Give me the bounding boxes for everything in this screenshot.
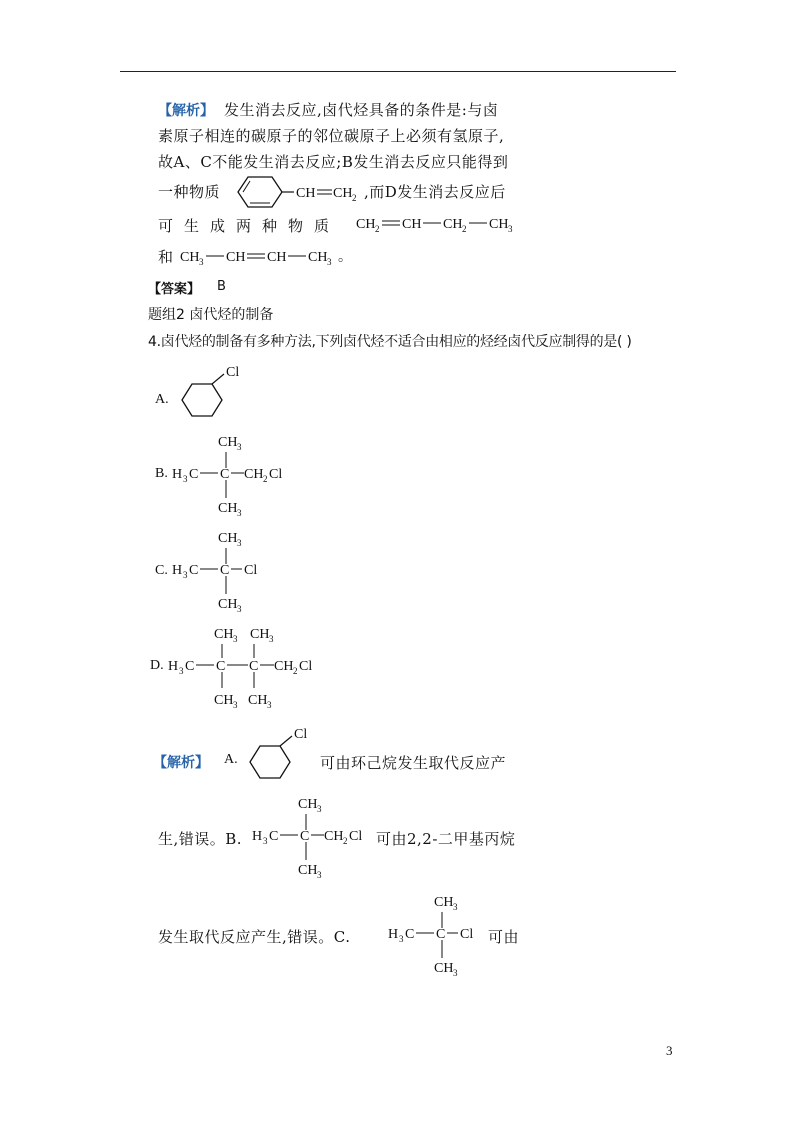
svg-text:CH: CH (218, 597, 238, 612)
explanation-line: 可由2,2-二甲基丙烷 (376, 830, 516, 848)
butene-2-structure (180, 243, 355, 269)
svg-text:CH: CH (324, 829, 344, 844)
svg-text:2: 2 (462, 224, 467, 234)
explanation-line: 可生成两种物质 (158, 217, 341, 235)
svg-text:CH: CH (298, 863, 318, 878)
svg-text:C: C (216, 659, 226, 674)
svg-text:CH: CH (250, 627, 270, 642)
svg-text:3: 3 (267, 700, 272, 710)
svg-text:C: C (185, 659, 195, 674)
svg-text:CH: CH (402, 217, 422, 232)
svg-text:3: 3 (263, 836, 268, 846)
svg-text:CH: CH (296, 186, 316, 201)
svg-text:3: 3 (199, 257, 204, 267)
svg-text:3: 3 (233, 634, 238, 644)
svg-text:3: 3 (269, 634, 274, 644)
option-label-a: A. (155, 392, 169, 407)
svg-text:3: 3 (233, 700, 238, 710)
svg-text:C: C (300, 829, 310, 844)
svg-text:CH: CH (244, 467, 264, 482)
svg-text:CH: CH (356, 217, 376, 232)
svg-text:CH: CH (180, 250, 200, 265)
explanation-line: 素原子相连的碳原子的邻位碳原子上必须有氢原子, (158, 127, 505, 145)
answer-value: B (217, 279, 226, 294)
svg-text:C: C (436, 927, 446, 942)
svg-text:3: 3 (237, 538, 242, 548)
svg-text:3: 3 (317, 870, 322, 880)
explanation-line: 可由 (488, 928, 520, 946)
svg-text:C: C (220, 563, 230, 578)
svg-text:2: 2 (375, 224, 380, 234)
svg-text:H: H (388, 927, 399, 942)
explanation-label: 【解析】 (153, 755, 209, 771)
svg-text:Cl: Cl (244, 563, 258, 578)
svg-text:CH: CH (218, 501, 238, 516)
option-label-b: B. (155, 466, 168, 481)
svg-text:C: C (269, 829, 279, 844)
explanation-line: 生,错误。B. (158, 830, 243, 848)
svg-text:CH: CH (434, 895, 454, 910)
svg-text:3: 3 (237, 442, 242, 452)
svg-text:CH: CH (226, 250, 246, 265)
svg-text:Cl: Cl (294, 727, 308, 742)
svg-text:2: 2 (343, 836, 348, 846)
svg-text:CH: CH (489, 217, 509, 232)
svg-text:3: 3 (237, 604, 242, 614)
svg-text:3: 3 (399, 934, 404, 944)
svg-text:H: H (168, 659, 179, 674)
explanation-line: 一种物质 (158, 183, 221, 201)
chlorocyclohexane-structure (246, 724, 316, 788)
svg-text:3: 3 (453, 902, 458, 912)
svg-text:CH: CH (218, 531, 238, 546)
svg-text:C: C (249, 659, 259, 674)
explanation-line: 发生消去反应,卤代烃具备的条件是:与卤 (224, 101, 499, 119)
svg-text:Cl: Cl (349, 829, 363, 844)
svg-text:2: 2 (352, 193, 357, 203)
svg-text:Cl: Cl (269, 467, 283, 482)
neopentyl-chloride-structure (252, 792, 374, 884)
tetramethyl-chloride-structure (168, 622, 328, 714)
svg-text:3: 3 (179, 666, 184, 676)
group-title: 题组2 卤代烃的制备 (148, 307, 274, 323)
svg-text:CH: CH (333, 186, 353, 201)
styrene-structure (228, 172, 358, 214)
butene-1-structure (356, 210, 516, 236)
answer-label: 【答案】 (148, 282, 201, 297)
explanation-option-a: A. (224, 752, 238, 767)
svg-text:CH: CH (214, 627, 234, 642)
explanation-line: 故A、C不能发生消去反应;B发生消去反应只能得到 (158, 153, 509, 171)
svg-text:CH: CH (308, 250, 328, 265)
svg-text:CH: CH (267, 250, 287, 265)
svg-text:Cl: Cl (299, 659, 313, 674)
svg-text:3: 3 (183, 570, 188, 580)
svg-text:3: 3 (508, 224, 513, 234)
svg-text:C: C (189, 563, 199, 578)
explanation-line: 可由环己烷发生取代反应产 (320, 754, 507, 772)
svg-text:H: H (252, 829, 263, 844)
neopentyl-chloride-structure (172, 430, 292, 522)
explanation-label: 【解析】 (158, 103, 214, 119)
tert-butyl-chloride-structure (172, 526, 272, 618)
explanation-line: 发生取代反应产生,错误。C. (158, 928, 351, 946)
svg-text:3: 3 (183, 474, 188, 484)
svg-text:CH: CH (443, 217, 463, 232)
svg-text:2: 2 (263, 474, 268, 484)
page-number: 3 (666, 1043, 673, 1058)
svg-text:C: C (220, 467, 230, 482)
svg-text:3: 3 (327, 257, 332, 267)
svg-text:CH: CH (214, 693, 234, 708)
svg-text:。: 。 (338, 250, 352, 265)
explanation-line: 和 (158, 248, 174, 266)
svg-text:2: 2 (293, 666, 298, 676)
svg-text:C: C (189, 467, 199, 482)
svg-text:CH: CH (274, 659, 294, 674)
explanation-line: ,而D发生消去反应后 (364, 183, 506, 201)
option-label-c: C. (155, 563, 168, 578)
svg-text:H: H (172, 467, 183, 482)
question-text: 4.卤代烃的制备有多种方法,下列卤代烃不适合由相应的烃经卤代反应制得的是( ) (148, 334, 632, 350)
tert-butyl-chloride-structure (388, 890, 488, 982)
header-rule (120, 71, 676, 72)
chlorocyclohexane-structure (178, 362, 248, 426)
svg-text:H: H (172, 563, 183, 578)
svg-text:CH: CH (218, 435, 238, 450)
svg-text:CH: CH (248, 693, 268, 708)
svg-text:3: 3 (237, 508, 242, 518)
svg-text:Cl: Cl (460, 927, 474, 942)
svg-text:CH: CH (434, 961, 454, 976)
svg-text:CH: CH (298, 797, 318, 812)
svg-text:Cl: Cl (226, 365, 240, 380)
option-label-d: D. (150, 658, 164, 673)
svg-text:3: 3 (453, 968, 458, 978)
svg-text:C: C (405, 927, 415, 942)
svg-text:3: 3 (317, 804, 322, 814)
